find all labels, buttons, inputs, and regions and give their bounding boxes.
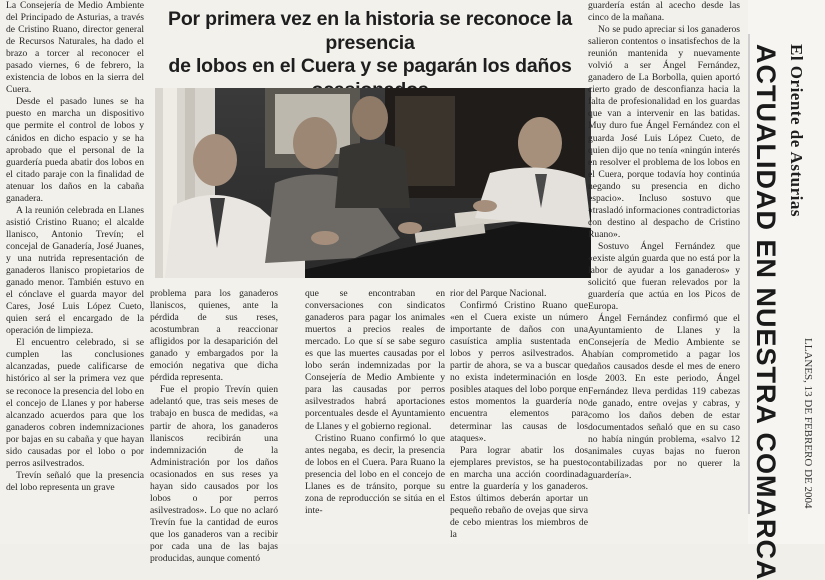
paragraph: Confirmó Cristino Ruano que «en el Cuera existe un número importante de daños con una casuística amplia sustentada en lobos y perros asilvestrados. A partir de ahora, se va a buscar que no exista indeterminación en los posibles ataques del lobo porque en estos momentos la guardería no encuentra elementos para determinar las causas de los ataques».: [450, 300, 588, 444]
dateline: LLANES, 13 DE FEBRERO DE 2004: [802, 338, 814, 509]
paragraph: Trevín señaló que la presencia del lobo representa un grave: [6, 469, 144, 493]
paragraph: Ángel Fernández confirmó que el Ayuntamiento de Llanes y la Consejería de Medio Ambiente se habían comprometido a pagar los daños causados desde el mes de enero de 2003. En este periodo, Ángel Fernández lleva perdidas 119 cabezas de ganado, entre ovejas y cabras, y como los daños deben de estar documentados señaló que en su caso no había ningún problema, «salvo 12 animales cuyas bajas no fueron contabilizadas por no querer la guardería».: [588, 313, 740, 481]
paragraph: Para lograr abatir los dos ejemplares previstos, se ha puesto en marcha una acción coordinada entre la guardería y los ganaderos. Estos últimos deberán aportar un pequeño rebaño de ovejas que sirva de cebo mientras los miembros de la: [450, 444, 588, 540]
meeting-photo-graphic: [155, 88, 591, 278]
paragraph: La Consejería de Medio Ambiente del Principado de Asturias, a través de Cristino Ruano, director general de Recursos Naturales, ha dado el brazo a torcer al reconocer el pasado viernes, 6 de febrero, la existencia de lobos en la sierra del Cuera.: [6, 0, 144, 96]
paragraph: Cristino Ruano confirmó lo que antes negaba, es decir, la presencia de lobos en el Cuera. Para Ruano la presencia del lobo en el concejo de Llanes es de tránsito, porque su zona de reproducción se sitúa en el inte-: [305, 432, 445, 516]
section-sidebar: [748, 0, 825, 580]
headline-line: de lobos en el Cuera y se pagarán los daños: [168, 55, 572, 77]
paragraph: Sostuvo Ángel Fernández que «existe algún guarda que no está por la labor de ayudar a los ganaderos» y solicitó que fueran relevados por la guardería que actúa en los Picos de Europa.: [588, 240, 740, 313]
paragraph: Fue el propio Trevín quien adelantó que, tras seis meses de trabajo en busca de medidas, «a partir de ahora, los ganaderos llaniscos recibirán una indemnización de la Administración por los daños ocasionados en sus reses ya hayan sido causados por los lobos o por perros asilvestrados». Lo que no aclaró Trevín fue la cantidad de euros que los ganaderos van a recibir por cada una de las bajas producidas, aunque comentó: [150, 384, 278, 565]
article-column-4: [450, 288, 588, 541]
paragraph: guardería están al acecho desde las cinco de la mañana.: [588, 0, 740, 24]
paragraph: No se pudo apreciar si los ganaderos salieron contentos o insatisfechos de la reunión mantenida y nuevamente volvió a ser Ángel Fernández, ganadero de La Borbolla, quien aportó cierto grado de desconfianza hacia la falta de profesionalidad en los guardas que van a intervenir en las batidas. Muy duro fue Ángel Fernández con el guarda José Luis López Cueto, de quien dijo que no tenía «ningún interés en resolver el problema de los lobos en el Cuera, porque todavía hoy continúa negando su presencia en dicho espacio». Incluso sostuvo que «trasladó informaciones contradictorias con destino al despacho de Cristino Ruano».: [588, 24, 740, 240]
paragraph: que se encontraban en conversaciones con sindicatos ganaderos para pagar los animales muertos a precios reales de mercado. Lo que sí se sabe seguro es que las muertes causadas por el lobo serán indemnizadas por la Consejería de Medio Ambiente y para las causadas por perros asilvestrados habrá aportaciones porcentuales desde el Ayuntamiento de Llanes y el gobierno regional.: [305, 288, 445, 432]
meeting-photo: [155, 88, 591, 278]
article-column-3: [305, 288, 445, 517]
section-title: ACTUALIDAD EN NUESTRA COMARCA: [751, 44, 781, 580]
paragraph: problema para los ganaderos llaniscos, quienes, ante la pérdida de sus reses, acostumbran a reaccionar afligidos por la desaparición del ganado y embargados por la emoción negativa que dicha pérdida representa.: [150, 288, 278, 384]
paragraph: Desde el pasado lunes se ha puesto en marcha un dispositivo que permite el control de lobos y cánidos en dicho espacio y se ha aprobado que el personal de la guardería pueda abatir dos lobos en el citado paraje con la finalidad de atenuar los daños en la cabaña ganadera.: [6, 96, 144, 204]
article-column-2: [150, 288, 278, 565]
paragraph: rior del Parque Nacional.: [450, 288, 547, 299]
headline-line: Por primera vez en la historia se reconoce la presencia: [168, 8, 572, 54]
article-column-5: [588, 0, 740, 482]
paragraph: El encuentro celebrado, si se cumplen las conclusiones alcanzadas, puede calificarse de histórico al ser la primera vez que se reconoce la presencia del lobo en el concejo de Llanes y por haberse alcanzado acuerdos para que los ganaderos cobren indemnizaciones por bajas en su cabaña y que hayan sido causadas por el lobo o por perros asilvestrados.: [6, 337, 144, 469]
paragraph: A la reunión celebrada en Llanes asistió Cristino Ruano; el alcalde llanisco, Antonio Trevín; el concejal de Ganadería, José Juanes, y una nutrida representación de ganaderos llanisco propietarios de ganado menor. También estuvo en el cónclave el guarda mayor del Cares, José Luis López Cueto, quien será el encargado de la operación de limpieza.: [6, 204, 144, 337]
newspaper-name: El Oriente de Asturias: [787, 44, 806, 217]
article-column-1: [6, 0, 144, 494]
